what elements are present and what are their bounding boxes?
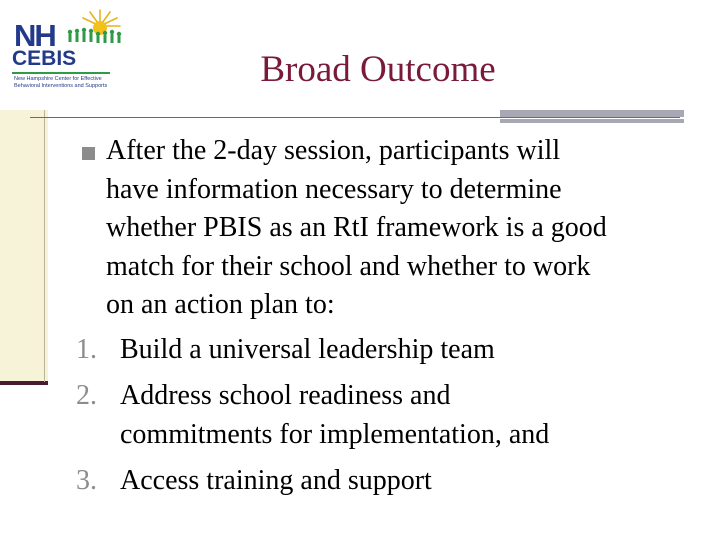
logo-nh-text: NH [14,18,55,53]
list-item-number: 1. [76,334,97,365]
bullet-line: on an action plan to: [106,289,335,320]
list-item [120,461,700,500]
bullet-line: match for their school and whether to work [106,250,591,282]
list-item-number: 3. [76,465,97,496]
bullet-line: have information necessary to determine [106,173,562,205]
logo-cebis-text: CEBIS [12,47,77,70]
list-item-number: 2. [76,380,97,411]
list-item-line: Address school readiness and [120,380,451,411]
logo-subtitle: New Hampshire Center for Effective Behavioral Interventions and Supports [14,76,108,89]
bullet-line: After the 2-day session, participants will [106,135,561,166]
bullet-paragraph [106,132,706,325]
slide-title: Broad Outcome [260,49,496,90]
list-item-line: Access training and support [120,465,432,496]
list-item [120,330,700,369]
list-item-line: Build a universal leadership team [120,334,495,365]
bullet-line: whether PBIS as an RtI framework is a good [106,212,607,243]
square-bullet-icon [82,147,95,160]
list-item-line: commitments for implementation, and [120,419,550,450]
list-item [120,376,700,454]
